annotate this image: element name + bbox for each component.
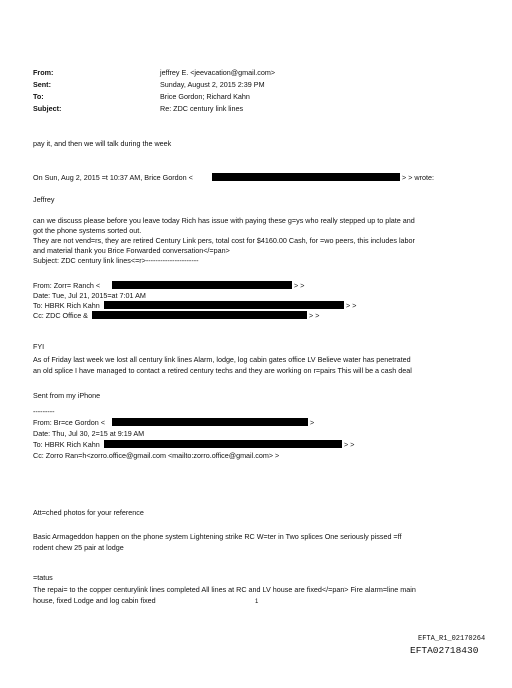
redaction-block [92,311,307,319]
fwd2-cc: Cc: Zorro Ran=h<zorro.office@gmail.com <mailto:zorro.office@gmail.com> > [33,451,280,460]
fyi: FYI [33,342,45,351]
para3-line: Basic Armageddon happen on the phone system Lightening strike RC W=ter in Two splices One seriously pissed =ff [33,532,402,541]
from-value: jeffrey E. <jeevacation@gmail.com> [160,68,276,77]
fwd2-from: From: Br=ce Gordon < [33,418,105,427]
para3-line: rodent chew 25 pair at lodge [33,543,124,552]
redaction-block [104,440,342,448]
fwd2-from-end: > [310,418,315,427]
fwd1-date: Date: Tue, Jul 21, 2015=at 7:01 AM [33,291,146,300]
fwd1-cc: Cc: ZDC Office & [33,311,88,320]
para2-line: As of Friday last week we lost all century link lines Alarm, lodge, log cabin gates office LV Believe water has penetrated [33,355,411,364]
to-value: Brice Gordon; Richard Kahn [160,92,250,101]
fwd1-from-end: > > [294,281,305,290]
para1-line: can we discuss please before you leave today Rich has issue with paying these g=ys who really stepped up to plate and [33,216,415,225]
fwd1-cc-end: > > [309,311,320,320]
para1-line: and material thank you Brice Forwarded conversation</=pan> [33,246,230,255]
para4-line: The repai= to the copper centurylink lines completed All lines at RC and LV house are fixed</=pan> Fire alarm=line main [33,585,416,594]
to-label: To: [33,92,44,101]
redaction-block [112,281,292,289]
reply-line: pay it, and then we will talk during the week [33,139,172,148]
redaction-block [104,301,344,309]
fwd1-from: From: Zorr= Ranch < [33,281,101,290]
from-label: From: [33,68,54,77]
subject-value: Re: ZDC century link lines [160,104,244,113]
fwd2-to-end: > > [344,440,355,449]
fwd1-to: To: HBRK Rich Kahn [33,301,100,310]
separator-dashes: --------- [33,407,55,416]
fwd1-to-end: > > [346,301,357,310]
sent-value: Sunday, August 2, 2015 2:39 PM [160,80,265,89]
redaction-block [212,173,400,181]
para1-line: Subject: ZDC century link lines<=r>---------------------- [33,256,199,265]
para1-line: They are not vend=rs, they are retired Century Link pers, total cost for $4160.00 Cash, for =wo peers, this includes labor [33,236,415,245]
fwd2-date: Date: Thu, Jul 30, 2=15 at 9:19 AM [33,429,145,438]
para4-line: house, fixed Lodge and log cabin fixed [33,596,156,605]
fwd2-to: To: HBRK Rich Kahn [33,440,100,449]
para1-line: got the phone systems sorted out. [33,226,142,235]
status-heading: =tatus [33,573,53,582]
footer-id-small: EFTA_R1_02170264 [418,635,486,643]
sent-label: Sent: [33,80,51,89]
quote-intro-end: > > wrote: [402,173,434,182]
page-number: 1 [255,599,259,605]
attached-photos: Att=ched photos for your reference [33,508,144,517]
sent-from-iphone: Sent from my iPhone [33,391,101,400]
greeting: Jeffrey [33,195,55,204]
quote-intro-start: On Sun, Aug 2, 2015 =t 10:37 AM, Brice Gordon < [33,173,193,182]
subject-label: Subject: [33,104,62,113]
footer-id-large: EFTA02718430 [410,645,479,656]
redaction-block [112,418,308,426]
para2-line: an old splice I have managed to contact a retired century techs and they are working on r=pairs This will be a cash deal [33,366,412,375]
